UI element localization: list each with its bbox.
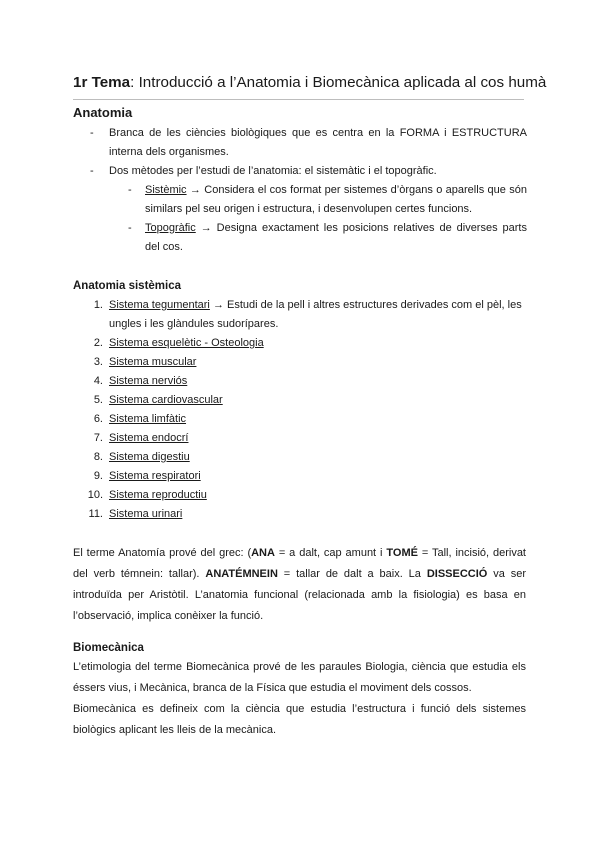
list-item: 1. Sistema tegumentari → Estudi de la pell i altres estructures derivades com el pèl, les ungles i les glàndules sudorípares. bbox=[93, 299, 522, 330]
systems-list bbox=[73, 296, 533, 524]
list-item: 4. Sistema nerviós bbox=[93, 375, 188, 387]
system-name: Sistema reproductiu bbox=[109, 489, 207, 501]
list-item: 9. Sistema respiratori bbox=[93, 470, 201, 482]
method-desc: Considera el cos format per sistemes d’òrgans o aparells que són similars pel seu origen i estructura, i desenvolupen certes funcions. bbox=[145, 184, 527, 215]
system-name: Sistema endocrí bbox=[109, 432, 189, 444]
page-title bbox=[73, 73, 547, 93]
method-desc: Designa exactament les posicions relatives de diverses parts del cos. bbox=[145, 222, 527, 253]
list-item: 10. Sistema reproductiu bbox=[87, 489, 207, 501]
anatomia-bullet-2: Dos mètodes per l’estudi de l’anatomia: el sistemàtic i el topogràfic. bbox=[109, 165, 437, 177]
biomecanica-heading: Biomecànica bbox=[73, 642, 144, 654]
bullet-dash: - bbox=[90, 127, 94, 139]
bullet-dash: - bbox=[90, 165, 94, 177]
list-item: 8. Sistema digestiu bbox=[93, 451, 190, 463]
method-term: Topogràfic bbox=[145, 222, 196, 234]
method-term: Sistèmic bbox=[145, 184, 187, 196]
sub-bullet-dash: - bbox=[128, 222, 132, 234]
list-item: 11. Sistema urinari bbox=[88, 508, 183, 520]
system-name: Sistema respiratori bbox=[109, 470, 201, 482]
sistemica-heading: Anatomia sistèmica bbox=[73, 280, 182, 292]
system-name: Sistema esquelètic - Osteologia bbox=[109, 337, 264, 349]
title-divider bbox=[73, 99, 524, 100]
anatomia-heading: Anatomia bbox=[73, 105, 133, 120]
list-item: 6. Sistema limfàtic bbox=[93, 413, 187, 425]
method-arrow: → bbox=[186, 184, 205, 196]
list-item: 2. Sistema esquelètic - Osteologia bbox=[93, 337, 264, 349]
system-name: Sistema nerviós bbox=[109, 375, 188, 387]
system-name: Sistema digestiu bbox=[109, 451, 190, 463]
system-name: Sistema limfàtic bbox=[109, 413, 187, 425]
anatomia-bullet-1: Branca de les ciències biològiques que es centra en la FORMA i ESTRUCTURA interna dels organismes. bbox=[109, 127, 527, 158]
list-item: 5. Sistema cardiovascular bbox=[93, 394, 223, 406]
system-name: Sistema cardiovascular bbox=[109, 394, 223, 406]
title-rest: : Introducció a l’Anatomia i Biomecànica aplicada al cos humà bbox=[130, 74, 547, 91]
method-sistemic bbox=[145, 181, 527, 219]
method-arrow: → bbox=[195, 222, 217, 234]
term-diseccio: DISSECCIÓ bbox=[426, 568, 488, 580]
method-topografic bbox=[145, 219, 527, 257]
system-name: Sistema urinari bbox=[109, 508, 183, 520]
term-anatemnein: ANATÉMNEIN bbox=[205, 568, 278, 580]
system-name: Sistema muscular bbox=[109, 356, 197, 368]
system-name: Sistema tegumentari bbox=[109, 299, 210, 311]
etymology-paragraph: El terme Anatomía prové del grec: (ANA = a dalt, cap amunt i TOMÉ = Tall, incisió, derivat del verb témnein: tallar). ANATÉMNEIN = tallar de dalt a baix. La DISSECCIÓ va ser introduïda per Aristòtil. L’anatomia funcional (relacionada amb la fisiologia) es basa en l’observació, implica conèixer la funció. bbox=[73, 547, 526, 622]
list-item: 3. Sistema muscular bbox=[93, 356, 197, 368]
biomecanica-paragraph-1: L’etimologia del terme Biomecànica prové de les paraules Biologia, ciència que estudia els éssers vius, i Mecànica, branca de la Física que estudia el moviment dels cossos. bbox=[73, 661, 526, 694]
term-tome: TOMÉ bbox=[386, 547, 418, 559]
system-desc: → Estudi de la pell i altres estructures derivades com el pèl, les ungles i les glàndules sudorípares. bbox=[109, 299, 522, 330]
term-ana: ANA bbox=[251, 547, 275, 559]
sub-bullet-dash: - bbox=[128, 184, 132, 196]
list-item: 7. Sistema endocrí bbox=[93, 432, 189, 444]
title-prefix: 1r Tema bbox=[73, 74, 131, 91]
biomecanica-paragraph-2: Biomecànica es defineix com la ciència que estudia l’estructura i funció dels sistemes biològics aplicant les lleis de la mecànica. bbox=[73, 703, 526, 736]
